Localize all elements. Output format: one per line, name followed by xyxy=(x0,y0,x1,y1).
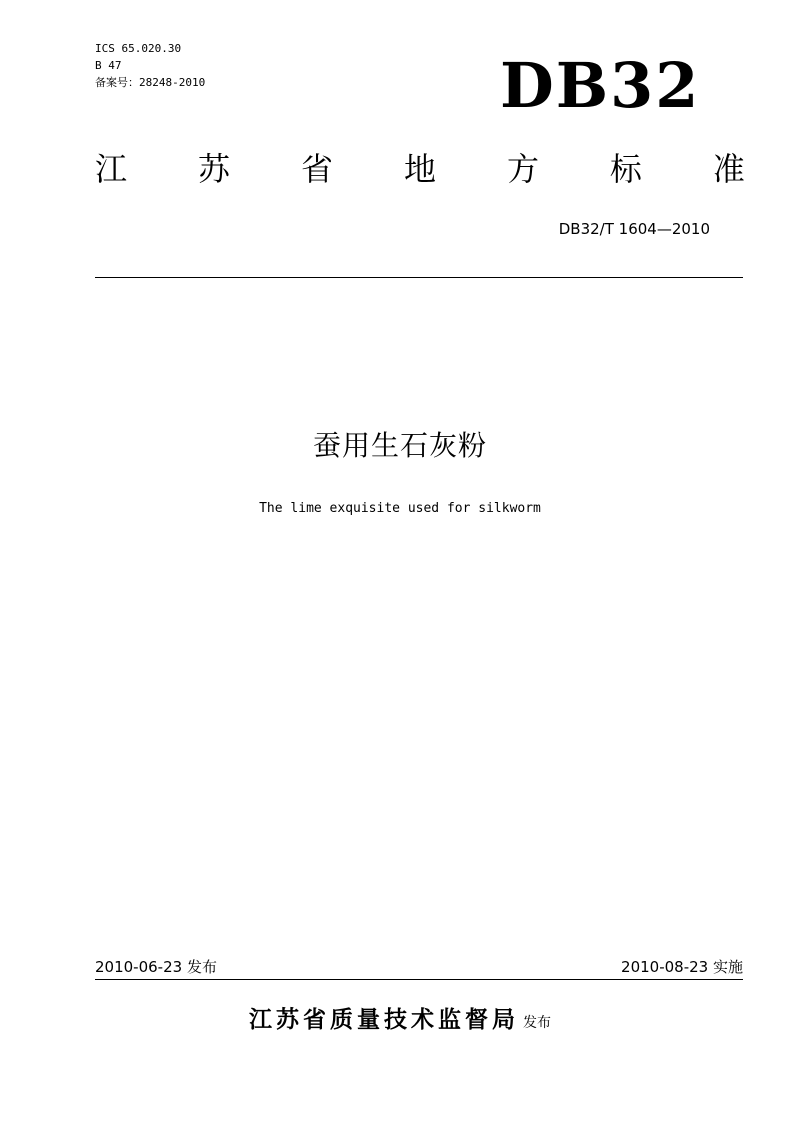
standard-type-char: 准 xyxy=(712,150,745,188)
ccs-code: B 47 xyxy=(95,59,122,72)
standard-type-char: 标 xyxy=(609,150,642,188)
footer-divider xyxy=(95,979,743,980)
standard-type-char: 江 xyxy=(95,150,128,188)
issue-date: 2010-06-23 发布 xyxy=(95,958,217,976)
standard-type-char: 省 xyxy=(300,150,333,188)
classification-block xyxy=(95,40,205,91)
document-title-cn: 蚕用生石灰粉 xyxy=(312,429,487,462)
standard-number: DB32/T 1604—2010 xyxy=(558,220,710,238)
standard-type-char: 方 xyxy=(506,150,539,188)
record-number: 备案号：28248-2010 xyxy=(95,76,206,89)
standard-type-heading xyxy=(95,146,745,192)
implementation-date: 2010-08-23 实施 xyxy=(621,958,743,976)
standard-code-logo: DB32 xyxy=(500,49,701,122)
issuer-suffix: 发布 xyxy=(523,1015,551,1031)
issuer-name: 江苏省质量技术监督局 xyxy=(249,1007,519,1033)
document-title-en: The lime exquisite used for silkworm xyxy=(259,501,541,516)
header-divider xyxy=(95,277,743,278)
standard-type-char: 苏 xyxy=(197,150,230,188)
issuer-line xyxy=(0,1002,800,1041)
standard-type-char: 地 xyxy=(403,150,436,188)
ics-code: ICS 65.020.30 xyxy=(95,42,182,55)
